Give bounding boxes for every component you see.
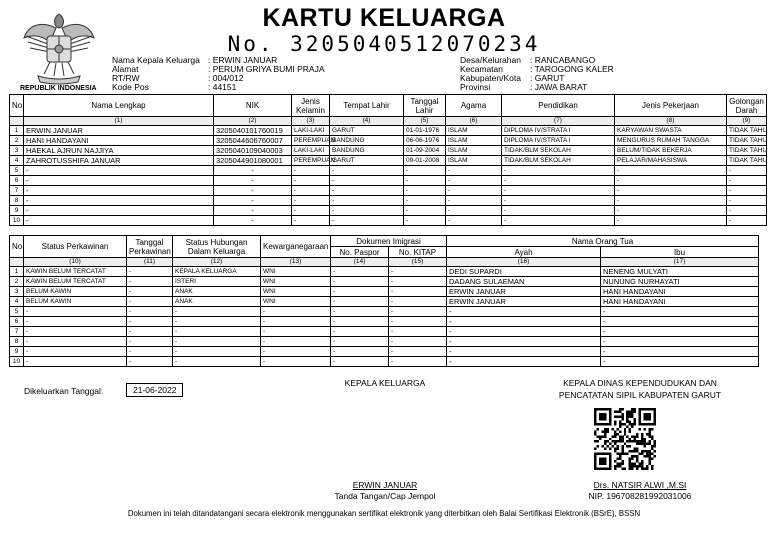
table-cell: KARYAWAN SWASTA xyxy=(615,126,727,136)
table-cell: BELUM/TIDAK BEKERJA xyxy=(615,146,727,156)
table-cell: - xyxy=(214,206,292,216)
table-row xyxy=(10,206,767,216)
table-cell: - xyxy=(727,196,767,206)
table-cell: - xyxy=(447,317,601,327)
table-cell: 5 xyxy=(10,166,24,176)
table-cell: ISLAM xyxy=(446,146,502,156)
table-cell: - xyxy=(261,357,331,367)
table-cell: LAKI-LAKI xyxy=(292,146,330,156)
table-cell: - xyxy=(404,216,446,226)
head-caption: Tanda Tangan/Cap Jempol xyxy=(334,491,436,501)
table-cell: 7 xyxy=(10,327,24,337)
info-row: Kecamatan : TAROGONG KALER xyxy=(460,64,614,74)
table-cell: BANDUNG xyxy=(330,136,404,146)
table-cell: 9 xyxy=(10,206,24,216)
info-right xyxy=(460,56,614,92)
table-cell: 10 xyxy=(10,357,24,367)
sub-header: No. Paspor xyxy=(331,247,389,258)
table-cell: 01-01-1976 xyxy=(404,126,446,136)
official-name: Drs. NATSIR ALWI ,M.SI xyxy=(593,480,687,490)
table-cell: - xyxy=(214,166,292,176)
col-header: Kewarganegaraan xyxy=(261,236,331,258)
head-name: ERWIN JANUAR xyxy=(352,480,418,490)
info-row: Kabupaten/Kota : GARUT xyxy=(460,73,565,83)
col-header: Dokumen Imigrasi xyxy=(331,236,447,247)
table-cell: - xyxy=(330,166,404,176)
table-row xyxy=(10,136,767,146)
table-cell: - xyxy=(447,347,601,357)
table-cell: - xyxy=(24,307,127,317)
col-header: Jenis Kelamin xyxy=(292,95,330,117)
table-cell: 1 xyxy=(10,126,24,136)
table-cell: - xyxy=(331,337,389,347)
table-cell: - xyxy=(389,347,447,357)
table-row xyxy=(10,317,759,327)
table-row xyxy=(10,357,759,367)
table-cell: - xyxy=(173,307,261,317)
table-cell: - xyxy=(331,287,389,297)
table-cell: - xyxy=(330,176,404,186)
table-cell: - xyxy=(127,287,173,297)
table-cell: ANAK xyxy=(173,297,261,307)
table-cell: ERWIN JANUAR xyxy=(24,126,214,136)
family-status-table xyxy=(9,235,759,367)
table-cell: - xyxy=(127,337,173,347)
table-cell: - xyxy=(389,287,447,297)
table-cell: LAKI-LAKI xyxy=(292,126,330,136)
table-cell: 3 xyxy=(10,287,24,297)
table-cell: - xyxy=(727,206,767,216)
table-cell: - xyxy=(727,176,767,186)
col-header: No xyxy=(10,95,24,117)
table-cell: - xyxy=(173,327,261,337)
table-cell: - xyxy=(127,267,173,277)
table-cell: - xyxy=(173,357,261,367)
table-cell: - xyxy=(446,206,502,216)
table-cell: 3205044901080001 xyxy=(214,156,292,166)
table-cell: - xyxy=(389,307,447,317)
table-cell: - xyxy=(173,317,261,327)
table-cell: NENENG MULYATI xyxy=(601,267,759,277)
table-cell: - xyxy=(24,186,214,196)
table-cell: WNI xyxy=(261,277,331,287)
table-row xyxy=(10,186,767,196)
table-cell: 4 xyxy=(10,297,24,307)
table-cell: 3 xyxy=(10,146,24,156)
table-cell: 6 xyxy=(10,176,24,186)
table-cell: - xyxy=(292,216,330,226)
table-cell: - xyxy=(214,196,292,206)
col-header: Tanggal Perkawinan xyxy=(127,236,173,258)
table-cell: - xyxy=(404,176,446,186)
table-cell: - xyxy=(330,186,404,196)
table-row xyxy=(10,267,759,277)
table-cell: NUNUNG NURHAYATI xyxy=(601,277,759,287)
table-cell: HANI HANDAYANI xyxy=(601,297,759,307)
table-cell: 1 xyxy=(10,267,24,277)
table-cell: 2 xyxy=(10,136,24,146)
table-cell: - xyxy=(261,307,331,317)
table-cell: PEREMPUAN xyxy=(292,136,330,146)
col-header: Nama Orang Tua xyxy=(447,236,759,247)
col-header: Tempat Lahir xyxy=(330,95,404,117)
table-cell: PEREMPUAN xyxy=(292,156,330,166)
table-cell: - xyxy=(727,216,767,226)
col-number: (6) xyxy=(446,117,502,126)
col-number: (17) xyxy=(601,258,759,267)
col-number: (3) xyxy=(292,117,330,126)
table-cell: TIDAK TAHU xyxy=(727,156,767,166)
table-cell: GARUT xyxy=(330,156,404,166)
col-number: (5) xyxy=(404,117,446,126)
table-cell: - xyxy=(727,166,767,176)
table-cell: 9 xyxy=(10,347,24,357)
table-cell: - xyxy=(404,206,446,216)
table-cell: - xyxy=(330,206,404,216)
table-cell: - xyxy=(446,176,502,186)
table-cell: - xyxy=(261,337,331,347)
table-row xyxy=(10,196,767,206)
info-row: Nama Kepala Keluarga : ERWIN JANUAR xyxy=(112,55,278,65)
table-cell: - xyxy=(292,196,330,206)
table-cell: DEDI SUPARDI xyxy=(447,267,601,277)
disclaimer: Dokumen ini telah ditandatangani secara elektronik menggunakan sertifikat elektronik yang diterbitkan oleh Balai Sertifikasi Elektronik (BSrE), BSSN xyxy=(127,509,641,518)
table-cell: MENGURUS RUMAH TANGGA xyxy=(615,136,727,146)
table-cell: 01-09-2004 xyxy=(404,146,446,156)
table-cell: 5 xyxy=(10,307,24,317)
table-cell: ISLAM xyxy=(446,156,502,166)
table-cell: - xyxy=(601,307,759,317)
info-row: Desa/Kelurahan : RANCABANGO xyxy=(460,55,596,65)
table-cell: - xyxy=(601,347,759,357)
table-row xyxy=(10,146,767,156)
table-cell: - xyxy=(173,337,261,347)
col-header: No xyxy=(10,236,24,258)
info-row: Provinsi : JAWA BARAT xyxy=(460,82,588,92)
col-number: (8) xyxy=(615,117,727,126)
table-row xyxy=(10,287,759,297)
table-row xyxy=(10,327,759,337)
table-cell: - xyxy=(615,196,727,206)
table-cell: - xyxy=(261,317,331,327)
table-cell: - xyxy=(615,206,727,216)
sub-header: No. KITAP xyxy=(389,247,447,258)
table-cell: - xyxy=(331,267,389,277)
col-number: (10) xyxy=(24,258,127,267)
table-cell: - xyxy=(601,317,759,327)
table-cell: KAWIN BELUM TERCATAT xyxy=(24,267,127,277)
table-cell: - xyxy=(292,176,330,186)
table-cell: PELAJAR/MAHASISWA xyxy=(615,156,727,166)
issued-date: 21-06-2022 xyxy=(126,383,183,397)
table-cell: - xyxy=(24,327,127,337)
table-cell: - xyxy=(446,186,502,196)
table-cell: 2 xyxy=(10,277,24,287)
table-cell: DADANG SULAEMAN xyxy=(447,277,601,287)
table-cell: 8 xyxy=(10,196,24,206)
table-cell: - xyxy=(127,327,173,337)
table-cell: TIDAK TAHU xyxy=(727,126,767,136)
table-cell: - xyxy=(24,347,127,357)
qr-code-icon xyxy=(594,408,656,470)
table-cell: - xyxy=(502,206,615,216)
col-header: Golongan Darah xyxy=(727,95,767,117)
table-cell: GARUT xyxy=(330,126,404,136)
table-row xyxy=(10,297,759,307)
col-number: (7) xyxy=(502,117,615,126)
table-cell: ZAHROTUSSHIFA JANUAR xyxy=(24,156,214,166)
table-cell: - xyxy=(331,347,389,357)
table-cell: - xyxy=(24,166,214,176)
table-cell: - xyxy=(292,166,330,176)
table-cell: ISLAM xyxy=(446,136,502,146)
table-cell: HAEKAL AJRUN NAJJIYA xyxy=(24,146,214,156)
table-cell: - xyxy=(502,216,615,226)
table-cell: - xyxy=(502,166,615,176)
col-number: (2) xyxy=(214,117,292,126)
table-cell: - xyxy=(127,317,173,327)
table-row xyxy=(10,277,759,287)
table-cell: - xyxy=(331,297,389,307)
table-cell: - xyxy=(24,176,214,186)
col-number: (4) xyxy=(330,117,404,126)
table-cell: HANI HANDAYANI xyxy=(24,136,214,146)
col-number: (14) xyxy=(331,258,389,267)
col-header: Agama xyxy=(446,95,502,117)
table-cell: - xyxy=(330,216,404,226)
table-cell: 4 xyxy=(10,156,24,166)
table-cell: 06-06-1976 xyxy=(404,136,446,146)
table-cell: - xyxy=(502,196,615,206)
table-cell: - xyxy=(214,216,292,226)
table-cell: - xyxy=(331,317,389,327)
table-cell: 09-01-2008 xyxy=(404,156,446,166)
table-cell: 3205040101760019 xyxy=(214,126,292,136)
table-cell: ERWIN JANUAR xyxy=(447,287,601,297)
table-cell: - xyxy=(24,196,214,206)
table-cell: - xyxy=(331,357,389,367)
table-cell: - xyxy=(727,186,767,196)
table-cell: - xyxy=(615,216,727,226)
table-cell: - xyxy=(447,307,601,317)
col-number: (16) xyxy=(447,258,601,267)
table-cell: - xyxy=(446,166,502,176)
table-cell: - xyxy=(404,166,446,176)
emblem-caption: REPUBLIK INDONESIA xyxy=(20,85,97,92)
table-row xyxy=(10,347,759,357)
table-cell: - xyxy=(502,176,615,186)
table-cell: - xyxy=(601,357,759,367)
table-cell: ERWIN JANUAR xyxy=(447,297,601,307)
table-cell: ISTERI xyxy=(173,277,261,287)
table-cell: - xyxy=(214,176,292,186)
table-cell: - xyxy=(447,337,601,347)
table-cell: KAWIN BELUM TERCATAT xyxy=(24,277,127,287)
info-row: Alamat : PERUM GRIYA BUMI PRAJA xyxy=(112,64,325,74)
table-row xyxy=(10,126,767,136)
sub-header: Ibu xyxy=(601,247,759,258)
table-cell: BANDUNG xyxy=(330,146,404,156)
table-cell: - xyxy=(615,186,727,196)
table-cell: - xyxy=(127,277,173,287)
table-cell: - xyxy=(601,327,759,337)
col-number: (12) xyxy=(173,258,261,267)
table-row xyxy=(10,166,767,176)
table-cell: - xyxy=(601,337,759,347)
sub-header: Ayah xyxy=(447,247,601,258)
table-cell: - xyxy=(446,196,502,206)
table-cell: - xyxy=(127,297,173,307)
table-cell: - xyxy=(127,357,173,367)
table-cell: BELUM KAWIN xyxy=(24,297,127,307)
table-cell: - xyxy=(389,277,447,287)
table-cell: BELUM KAWIN xyxy=(24,287,127,297)
info-row: Kode Pos : 44151 xyxy=(112,82,237,92)
table-cell: TIDAK/BLM SEKOLAH xyxy=(502,146,615,156)
table-cell: HANI HANDAYANI xyxy=(601,287,759,297)
table-cell: - xyxy=(331,307,389,317)
table-cell: - xyxy=(261,327,331,337)
table-row xyxy=(10,156,767,166)
col-header: Status Perkawinan xyxy=(24,236,127,258)
table-cell: KEPALA KELUARGA xyxy=(173,267,261,277)
table-row xyxy=(10,216,767,226)
table-cell: DIPLOMA IV/STRATA I xyxy=(502,136,615,146)
table-cell: - xyxy=(330,196,404,206)
col-number: (11) xyxy=(127,258,173,267)
table-cell: 10 xyxy=(10,216,24,226)
table-cell: TIDAK TAHU xyxy=(727,136,767,146)
table-cell: DIPLOMA IV/STRATA I xyxy=(502,126,615,136)
table-cell: - xyxy=(389,267,447,277)
table-cell: - xyxy=(404,196,446,206)
col-header: Pendidikan xyxy=(502,95,615,117)
col-header: Jenis Pekerjaan xyxy=(615,95,727,117)
table-cell: - xyxy=(447,357,601,367)
table-cell: 6 xyxy=(10,317,24,327)
table-cell: - xyxy=(389,357,447,367)
table-row xyxy=(10,337,759,347)
table-cell: WNI xyxy=(261,297,331,307)
table-cell: TIDAK/BLM SEKOLAH xyxy=(502,156,615,166)
official-title-2: PENCATATAN SIPIL KABUPATEN GARUT xyxy=(558,390,722,400)
kk-number: No. 3205040512070234 xyxy=(227,32,541,56)
table-cell: - xyxy=(292,206,330,216)
table-cell: ISLAM xyxy=(446,126,502,136)
table-cell: - xyxy=(615,166,727,176)
table-cell: - xyxy=(24,337,127,347)
table-cell: - xyxy=(127,347,173,357)
table-cell: 3205040109040003 xyxy=(214,146,292,156)
col-number: (13) xyxy=(261,258,331,267)
col-header: Tanggal Lahir xyxy=(404,95,446,117)
info-left xyxy=(112,56,325,92)
table-cell: 8 xyxy=(10,337,24,347)
head-title: KEPALA KELUARGA xyxy=(344,378,426,388)
issued-label: Dikeluarkan Tanggal: xyxy=(24,386,104,396)
table-row xyxy=(10,307,759,317)
table-cell: 3205044606760007 xyxy=(214,136,292,146)
table-row xyxy=(10,176,767,186)
table-cell: - xyxy=(24,216,214,226)
table-cell: TIDAK TAHU xyxy=(727,146,767,156)
col-number: (1) xyxy=(24,117,214,126)
col-header: Status Hubungan Dalam Keluarga xyxy=(173,236,261,258)
table-cell: - xyxy=(24,206,214,216)
table-cell: - xyxy=(173,347,261,357)
table-cell: - xyxy=(24,357,127,367)
info-row: RT/RW : 004/012 xyxy=(112,73,244,83)
table-cell: - xyxy=(447,327,601,337)
col-number: (9) xyxy=(727,117,767,126)
table-cell: WNI xyxy=(261,267,331,277)
table-cell: - xyxy=(389,317,447,327)
table-cell: - xyxy=(389,297,447,307)
family-members-table xyxy=(9,94,767,226)
col-number: (15) xyxy=(389,258,447,267)
col-header: Nama Lengkap xyxy=(24,95,214,117)
official-nip: NIP. 196708281992031006 xyxy=(588,491,692,501)
table-cell: 7 xyxy=(10,186,24,196)
document-title: KARTU KELUARGA xyxy=(262,4,506,32)
table-cell: - xyxy=(127,307,173,317)
col-header: NIK xyxy=(214,95,292,117)
table-cell: - xyxy=(404,186,446,196)
table-cell: - xyxy=(502,186,615,196)
table-cell: - xyxy=(389,327,447,337)
table-cell: ANAK xyxy=(173,287,261,297)
table-cell: - xyxy=(331,327,389,337)
table-cell: WNI xyxy=(261,287,331,297)
table-cell: - xyxy=(389,337,447,347)
table-cell: - xyxy=(446,216,502,226)
table-cell: - xyxy=(292,186,330,196)
table-cell: - xyxy=(214,186,292,196)
table-cell: - xyxy=(615,176,727,186)
official-title-1: KEPALA DINAS KEPENDUDUKAN DAN xyxy=(563,378,717,388)
table-cell: - xyxy=(261,347,331,357)
table-cell: - xyxy=(331,277,389,287)
table-cell: - xyxy=(24,317,127,327)
